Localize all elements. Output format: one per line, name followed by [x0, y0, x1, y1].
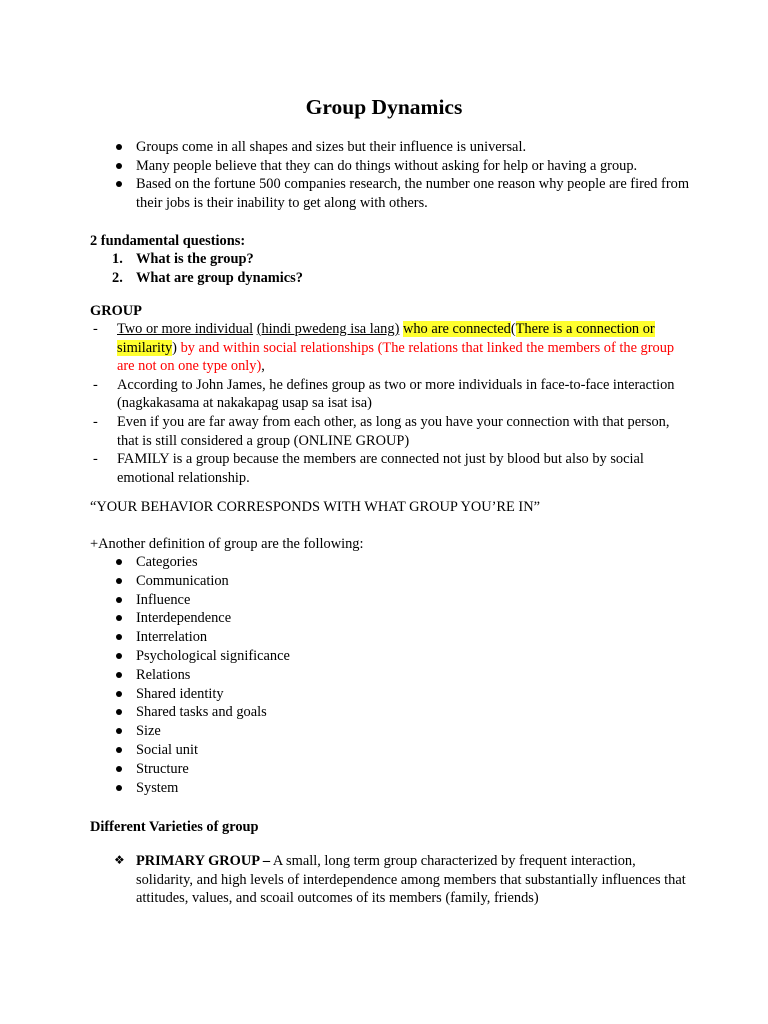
group-definition-list — [90, 320, 690, 487]
list-item-text: Even if you are far away from each other, as long as you have your connection with that person, that is still considered a group (ONLINE GROUP) — [117, 413, 670, 449]
list-item — [90, 741, 690, 760]
dash-marker: - — [93, 451, 98, 468]
highlighted-text: who are connected — [402, 321, 511, 337]
list-item — [90, 722, 690, 741]
dash-marker: - — [93, 376, 98, 393]
quote-line: “YOUR BEHAVIOR CORRESPONDS WITH WHAT GROUP YOU’RE IN” — [90, 499, 540, 515]
list-item — [90, 250, 690, 269]
list-item-text: Size — [136, 723, 161, 740]
bullet-dot-icon — [116, 766, 122, 772]
list-item-text: According to John James, he defines group as two or more individuals in face-to-face interaction (nagkakasama at nakakapag usap sa isat isa) — [117, 376, 675, 412]
list-item-text: Shared tasks and goals — [136, 704, 267, 721]
list-item — [90, 666, 690, 685]
list-item-text: Based on the fortune 500 companies research, the number one reason why people are fired from their jobs is their inability to get along with others. — [136, 176, 690, 211]
list-item-text: Structure — [136, 760, 189, 777]
definition-part: ( — [510, 321, 516, 337]
group-heading: GROUP — [90, 303, 142, 319]
dash-marker: - — [93, 321, 98, 337]
bullet-dot-icon — [116, 181, 122, 187]
bullet-dot-icon — [116, 559, 122, 565]
list-item — [90, 628, 690, 647]
list-item-text: Categories — [136, 554, 198, 570]
primary-group-label: PRIMARY GROUP – — [136, 853, 271, 869]
definition-part: Two or more individual — [117, 321, 254, 337]
questions-heading: 2 fundamental questions: — [90, 233, 246, 249]
bullet-dot-icon — [116, 144, 122, 150]
list-item — [90, 779, 690, 798]
another-definition-intro: +Another definition of group are the following: — [90, 536, 364, 552]
list-item — [90, 157, 690, 176]
bullet-dot-icon — [116, 163, 122, 169]
definition-part: , — [261, 358, 265, 375]
list-item — [90, 609, 690, 628]
list-item — [90, 591, 690, 610]
list-number: 2. — [112, 269, 123, 286]
list-item — [90, 703, 690, 722]
list-item — [90, 269, 690, 288]
list-item — [90, 175, 690, 212]
varieties-heading: Different Varieties of group — [90, 819, 259, 835]
bullet-dot-icon — [116, 747, 122, 753]
list-item-text: Communication — [136, 572, 229, 589]
list-item-text: Many people believe that they can do things without asking for help or having a group. — [136, 157, 638, 174]
bullet-dot-icon — [116, 653, 122, 659]
dash-marker: - — [93, 413, 98, 430]
bullet-dot-icon — [116, 615, 122, 621]
bullet-dot-icon — [116, 597, 122, 603]
bullet-dot-icon — [116, 691, 122, 697]
list-item-text: Influence — [136, 591, 191, 608]
bullet-dot-icon — [116, 709, 122, 715]
red-text: by and within social relationships (The relations that linked the members of the group are not on one type only) — [117, 339, 675, 375]
bullet-dot-icon — [116, 634, 122, 640]
list-item — [90, 852, 690, 908]
list-item-text: Shared identity — [136, 685, 224, 702]
list-item — [90, 760, 690, 779]
bullet-dot-icon — [116, 672, 122, 678]
list-item-text: Relations — [136, 666, 191, 683]
diamond-bullet-icon: ❖ — [114, 853, 125, 867]
definition-part: ) — [172, 339, 177, 356]
list-item — [90, 685, 690, 704]
primary-group-item — [90, 852, 690, 908]
bullet-dot-icon — [116, 728, 122, 734]
list-item — [90, 450, 690, 487]
definition-part: (hindi pwedeng isa lang) — [256, 321, 400, 337]
bullet-dot-icon — [116, 578, 122, 584]
list-item — [90, 138, 690, 157]
list-item-text: FAMILY is a group because the members are connected not just by blood but also by social emotional relationship. — [117, 451, 644, 486]
list-item-text: Groups come in all shapes and sizes but their influence is universal. — [136, 139, 527, 155]
primary-group-text: A small, long term group characterized by frequent interaction, solidarity, and high levels of interdependence among members that substantially influences that attitudes, values, and scoail outcomes of its members (family, friends) — [136, 853, 686, 907]
list-item-text: What are group dynamics? — [136, 269, 303, 286]
list-item — [90, 647, 690, 666]
list-item-text: Psychological significance — [136, 647, 290, 664]
list-item — [90, 376, 690, 413]
list-item-text: What is the group? — [136, 251, 254, 267]
bullet-dot-icon — [116, 785, 122, 791]
list-item — [90, 413, 690, 450]
list-item — [90, 320, 690, 376]
list-item-text: Interrelation — [136, 629, 208, 646]
list-item-text: Interdependence — [136, 610, 232, 627]
questions-list — [90, 250, 690, 287]
intro-bullet-list — [90, 138, 690, 212]
page-title: Group Dynamics — [305, 95, 463, 119]
list-item-text: System — [136, 779, 179, 796]
list-item — [90, 572, 690, 591]
list-number: 1. — [112, 251, 123, 267]
list-item-text: Social unit — [136, 741, 198, 758]
list-item — [90, 553, 690, 572]
definition-bullet-list — [90, 553, 690, 797]
highlighted-text: There is a connection or similarity — [117, 321, 655, 356]
